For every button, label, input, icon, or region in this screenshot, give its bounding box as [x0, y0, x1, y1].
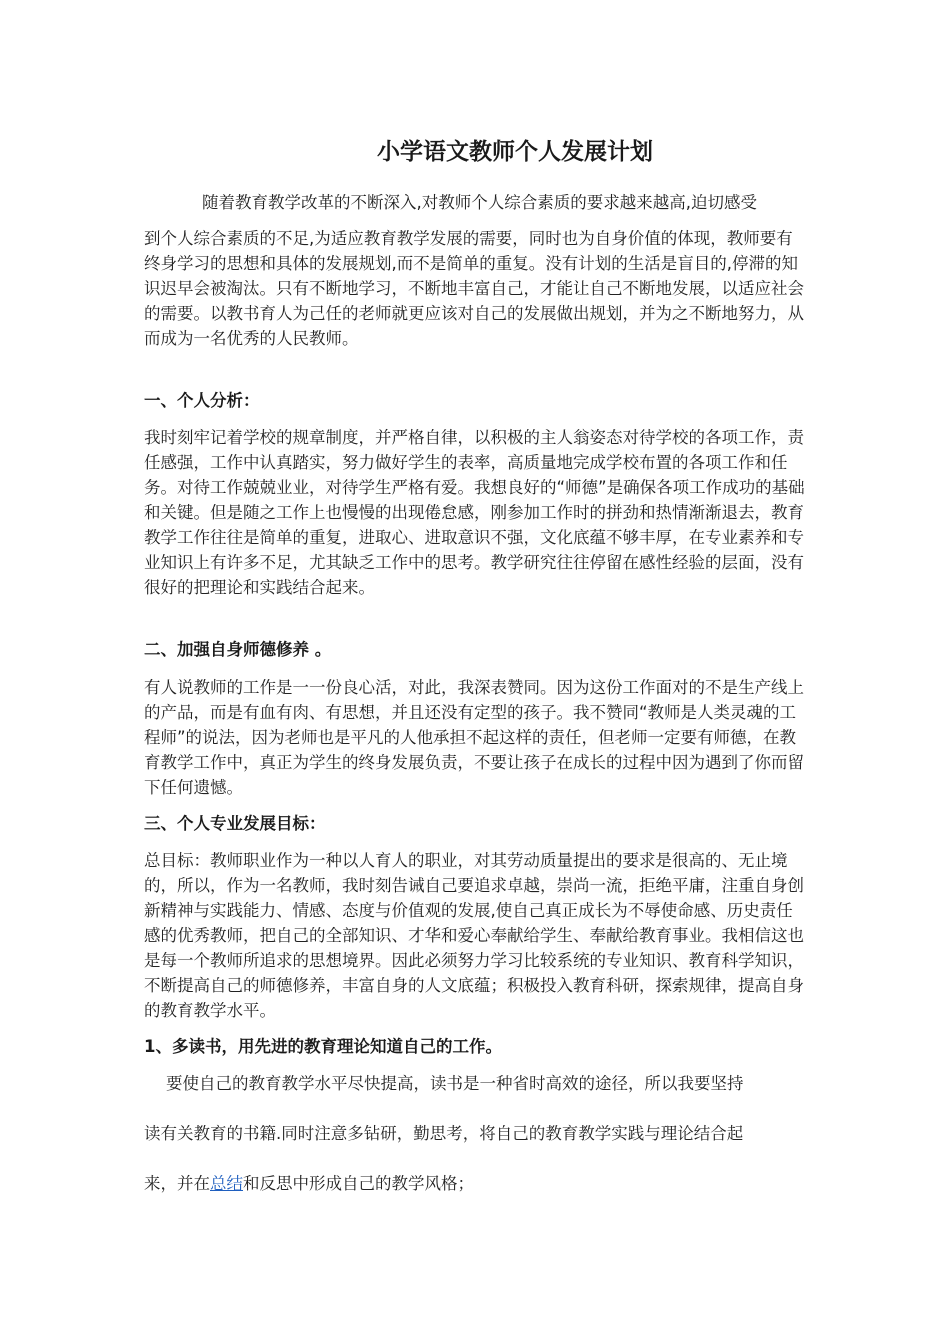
subsection-body-line-1: 要使自己的教育教学水平尽快提高，读书是一种省时高效的途径，所以我要坚持	[166, 1074, 744, 1093]
section-body-teacher-ethics: 有人说教师的工作是一一份良心活，对此，我深表赞同。因为这份工作面对的不是生产线上的产品，而是有血有肉、有思想，并且还没有定型的孩子。我不赞同“教师是人类灵魂的工程师”的说法，因为老师也是平凡的人他承担不起这样的责任，但老师一定要有师德，在教育教学工作中，真正为学生的终身发展负责，不要让孩子在成长的过程中因为遇到了你而留下任何遗憾。	[144, 678, 804, 797]
intro-paragraph: 到个人综合素质的不足,为适应教育教学发展的需要，同时也为自身价值的体现，教师要有终身学习的思想和具体的发展规划,而不是简单的重复。没有计划的生活是盲目的,停滞的知识迟早会被淘汰。只有不断地学习，不断地丰富自己，才能让自己不断地发展，以适应社会的需要。以教书育人为己任的老师就更应该对自己的发展做出规划，并为之不断地努力，从而成为一名优秀的人民教师。	[144, 229, 804, 348]
subsection-heading-read-more: 1、多读书，用先进的教育理论知道自己的工作。	[144, 1037, 502, 1056]
document-title: 小学语文教师个人发展计划	[377, 139, 653, 165]
section-body-development-goals: 总目标：教师职业作为一种以人育人的职业，对其劳动质量提出的要求是很高的、无止境的，所以，作为一名教师，我时刻告诫自己要追求卓越，崇尚一流，拒绝平庸，注重自身创新精神与实践能力、情感、态度与价值观的发展,使自己真正成长为不辱使命感、历史责任感的优秀教师，把自己的全部知识、才华和爱心奉献给学生、奉献给教育事业。我相信这也是每一个教师所追求的思想境界。因此必须努力学习比较系统的专业知识、教育科学知识，不断提高自己的师德修养，丰富自身的人文底蕴；积极投入教育科研，探索规律，提高自身的教育教学水平。	[144, 851, 804, 1020]
intro-paragraph-first-line: 随着教育教学改革的不断深入,对教师个人综合素质的要求越来越高,迫切感受	[202, 193, 757, 212]
summary-link[interactable]: 总结	[210, 1174, 243, 1193]
section-body-personal-analysis: 我时刻牢记着学校的规章制度，并严格自律，以积极的主人翁姿态对待学校的各项工作，责任感强，工作中认真踏实，努力做好学生的表率，高质量地完成学校布置的各项工作和任务。对待工作兢兢业业，对待学生严格有爱。我想良好的“师德”是确保各项工作成功的基础和关键。但是随之工作上也慢慢的出现倦怠感，刚参加工作时的拼劲和热情渐渐退去，教育教学工作往往是简单的重复，进取心、进取意识不强，文化底蕴不够丰厚，在专业素养和专业知识上有许多不足，尤其缺乏工作中的思考。教学研究往往停留在感性经验的层面，没有很好的把理论和实践结合起来。	[144, 428, 805, 597]
section-heading-development-goals: 三、个人专业发展目标：	[144, 814, 326, 833]
section-heading-teacher-ethics: 二、加强自身师德修养 。	[144, 640, 332, 659]
section-heading-personal-analysis: 一、个人分析：	[144, 391, 260, 410]
subsection-body-line-2: 读有关教育的书籍.同时注意多钻研，勤思考，将自己的教育教学实践与理论结合起	[144, 1124, 744, 1143]
subsection-body-line-3	[144, 1171, 808, 1196]
line-3-prefix: 来，并在	[144, 1174, 210, 1193]
line-3-suffix: 和反思中形成自己的教学风格；	[243, 1174, 474, 1193]
